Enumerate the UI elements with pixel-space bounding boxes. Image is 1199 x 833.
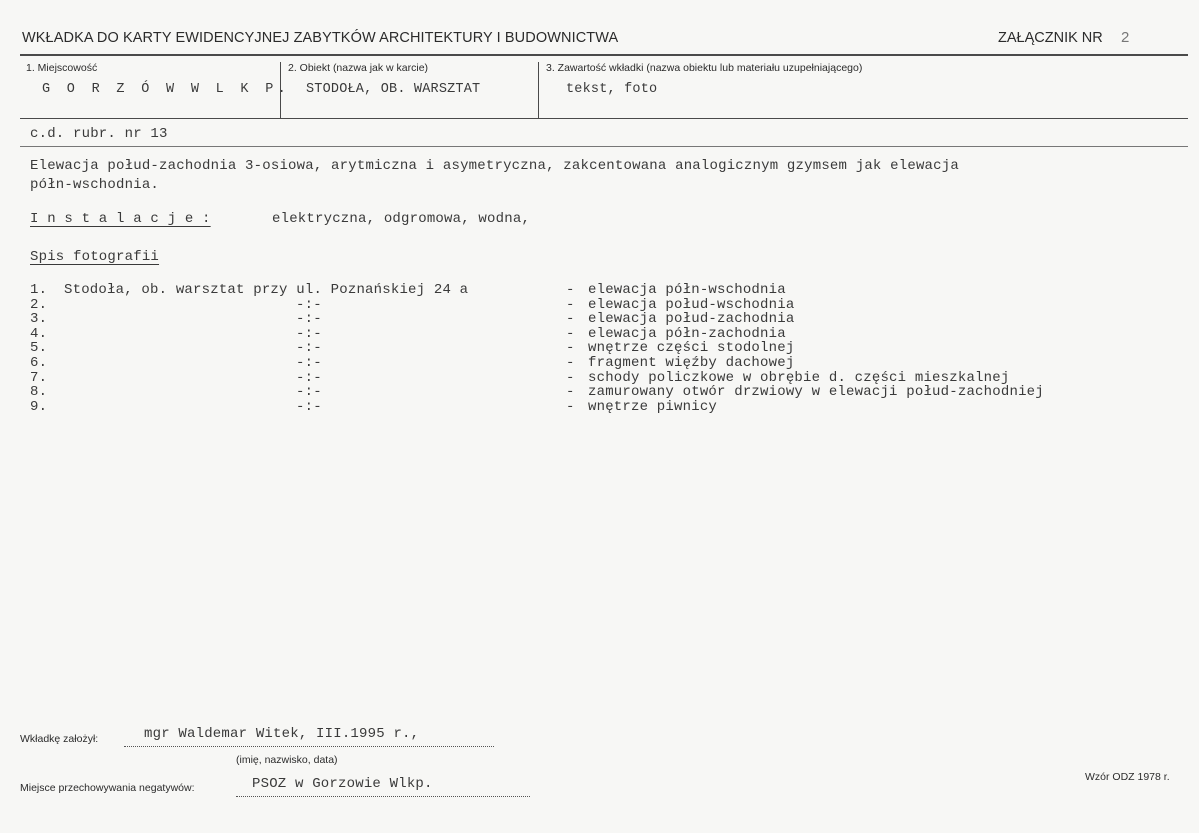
field-divider-2 bbox=[538, 62, 539, 118]
photo-number: 8. bbox=[30, 384, 48, 401]
photo-number: 3. bbox=[30, 311, 48, 328]
photo-subject: Stodoła, ob. warsztat przy ul. Poznańskiej 24 a bbox=[64, 282, 469, 298]
photo-dash: - bbox=[566, 384, 575, 401]
storage-dotted-line bbox=[236, 796, 530, 797]
photo-dash: - bbox=[566, 311, 575, 328]
photo-subject: -:- bbox=[296, 398, 322, 415]
photo-description: schody policzkowe w obrębie d. części mieszkalnej bbox=[588, 369, 1010, 386]
content-value: tekst, foto bbox=[566, 82, 658, 97]
description-line-1: Elewacja połud-zachodnia 3-osiowa, arytmiczna i asymetryczna, zakcentowana analogicznym gzymsem jak elewacja bbox=[30, 158, 959, 174]
photo-description: wnętrze części stodolnej bbox=[588, 340, 795, 357]
form-code: Wzór ODZ 1978 r. bbox=[1085, 771, 1170, 783]
photo-subject: -:- bbox=[296, 296, 322, 313]
photo-description: fragment więźby dachowej bbox=[588, 355, 795, 371]
fields-rule bbox=[20, 118, 1188, 119]
locality-label: 1. Miejscowość bbox=[26, 62, 98, 74]
photo-description: elewacja półn-zachodnia bbox=[588, 325, 786, 342]
photo-dash: - bbox=[566, 282, 575, 298]
photo-subject: -:- bbox=[296, 384, 322, 401]
photo-dash: - bbox=[566, 296, 575, 313]
photo-number: 7. bbox=[30, 369, 48, 386]
author-label: Wkładkę założył: bbox=[20, 733, 99, 745]
rubric-reference: c.d. rubr. nr 13 bbox=[30, 126, 168, 142]
photo-subject: -:- bbox=[296, 340, 322, 357]
photo-description: elewacja połud-zachodnia bbox=[588, 311, 795, 328]
photo-dash: - bbox=[566, 369, 575, 386]
photo-description: wnętrze piwnicy bbox=[588, 398, 718, 415]
photo-subject: -:- bbox=[296, 355, 322, 371]
annex-number: 2 bbox=[1121, 29, 1130, 46]
description-line-2: półn-wschodnia. bbox=[30, 177, 160, 193]
photo-number: 9. bbox=[30, 398, 48, 415]
object-value: STODOŁA, OB. WARSZTAT bbox=[306, 82, 481, 97]
photo-description: elewacja półn-wschodnia bbox=[588, 282, 786, 298]
content-label: 3. Zawartość wkładki (nazwa obiektu lub materiału uzupełniającego) bbox=[546, 62, 863, 74]
rubric-rule bbox=[20, 146, 1188, 147]
photo-subject: -:- bbox=[296, 311, 322, 328]
installations-label: I n s t a l a c j e : bbox=[30, 211, 211, 227]
photo-dash: - bbox=[566, 325, 575, 342]
photo-dash: - bbox=[566, 355, 575, 371]
header-rule bbox=[20, 54, 1188, 56]
photo-description: elewacja połud-wschodnia bbox=[588, 296, 795, 313]
installations-value: elektryczna, odgromowa, wodna, bbox=[272, 211, 531, 227]
photo-description: zamurowany otwór drzwiowy w elewacji połud-zachodniej bbox=[588, 384, 1044, 401]
author-value: mgr Waldemar Witek, III.1995 r., bbox=[144, 726, 420, 742]
photo-number: 6. bbox=[30, 355, 48, 371]
photo-number: 4. bbox=[30, 325, 48, 342]
locality-value: G O R Z Ó W W L K P. bbox=[42, 82, 291, 97]
annex-label: ZAŁĄCZNIK NR bbox=[998, 30, 1103, 46]
field-divider-1 bbox=[280, 62, 281, 118]
photos-heading: Spis fotografii bbox=[30, 249, 160, 265]
photo-dash: - bbox=[566, 398, 575, 415]
photo-subject: -:- bbox=[296, 369, 322, 386]
photo-dash: - bbox=[566, 340, 575, 357]
author-hint: (imię, nazwisko, data) bbox=[236, 754, 338, 766]
photo-number: 5. bbox=[30, 340, 48, 357]
photo-number: 2. bbox=[30, 296, 48, 313]
author-dotted-line bbox=[124, 746, 494, 747]
storage-label: Miejsce przechowywania negatywów: bbox=[20, 782, 195, 794]
storage-value: PSOZ w Gorzowie Wlkp. bbox=[252, 776, 433, 792]
photo-number: 1. bbox=[30, 282, 48, 298]
photo-subject: -:- bbox=[296, 325, 322, 342]
form-title: WKŁADKA DO KARTY EWIDENCYJNEJ ZABYTKÓW ARCHITEKTURY I BUDOWNICTWA bbox=[22, 30, 619, 46]
object-label: 2. Obiekt (nazwa jak w karcie) bbox=[288, 62, 429, 74]
